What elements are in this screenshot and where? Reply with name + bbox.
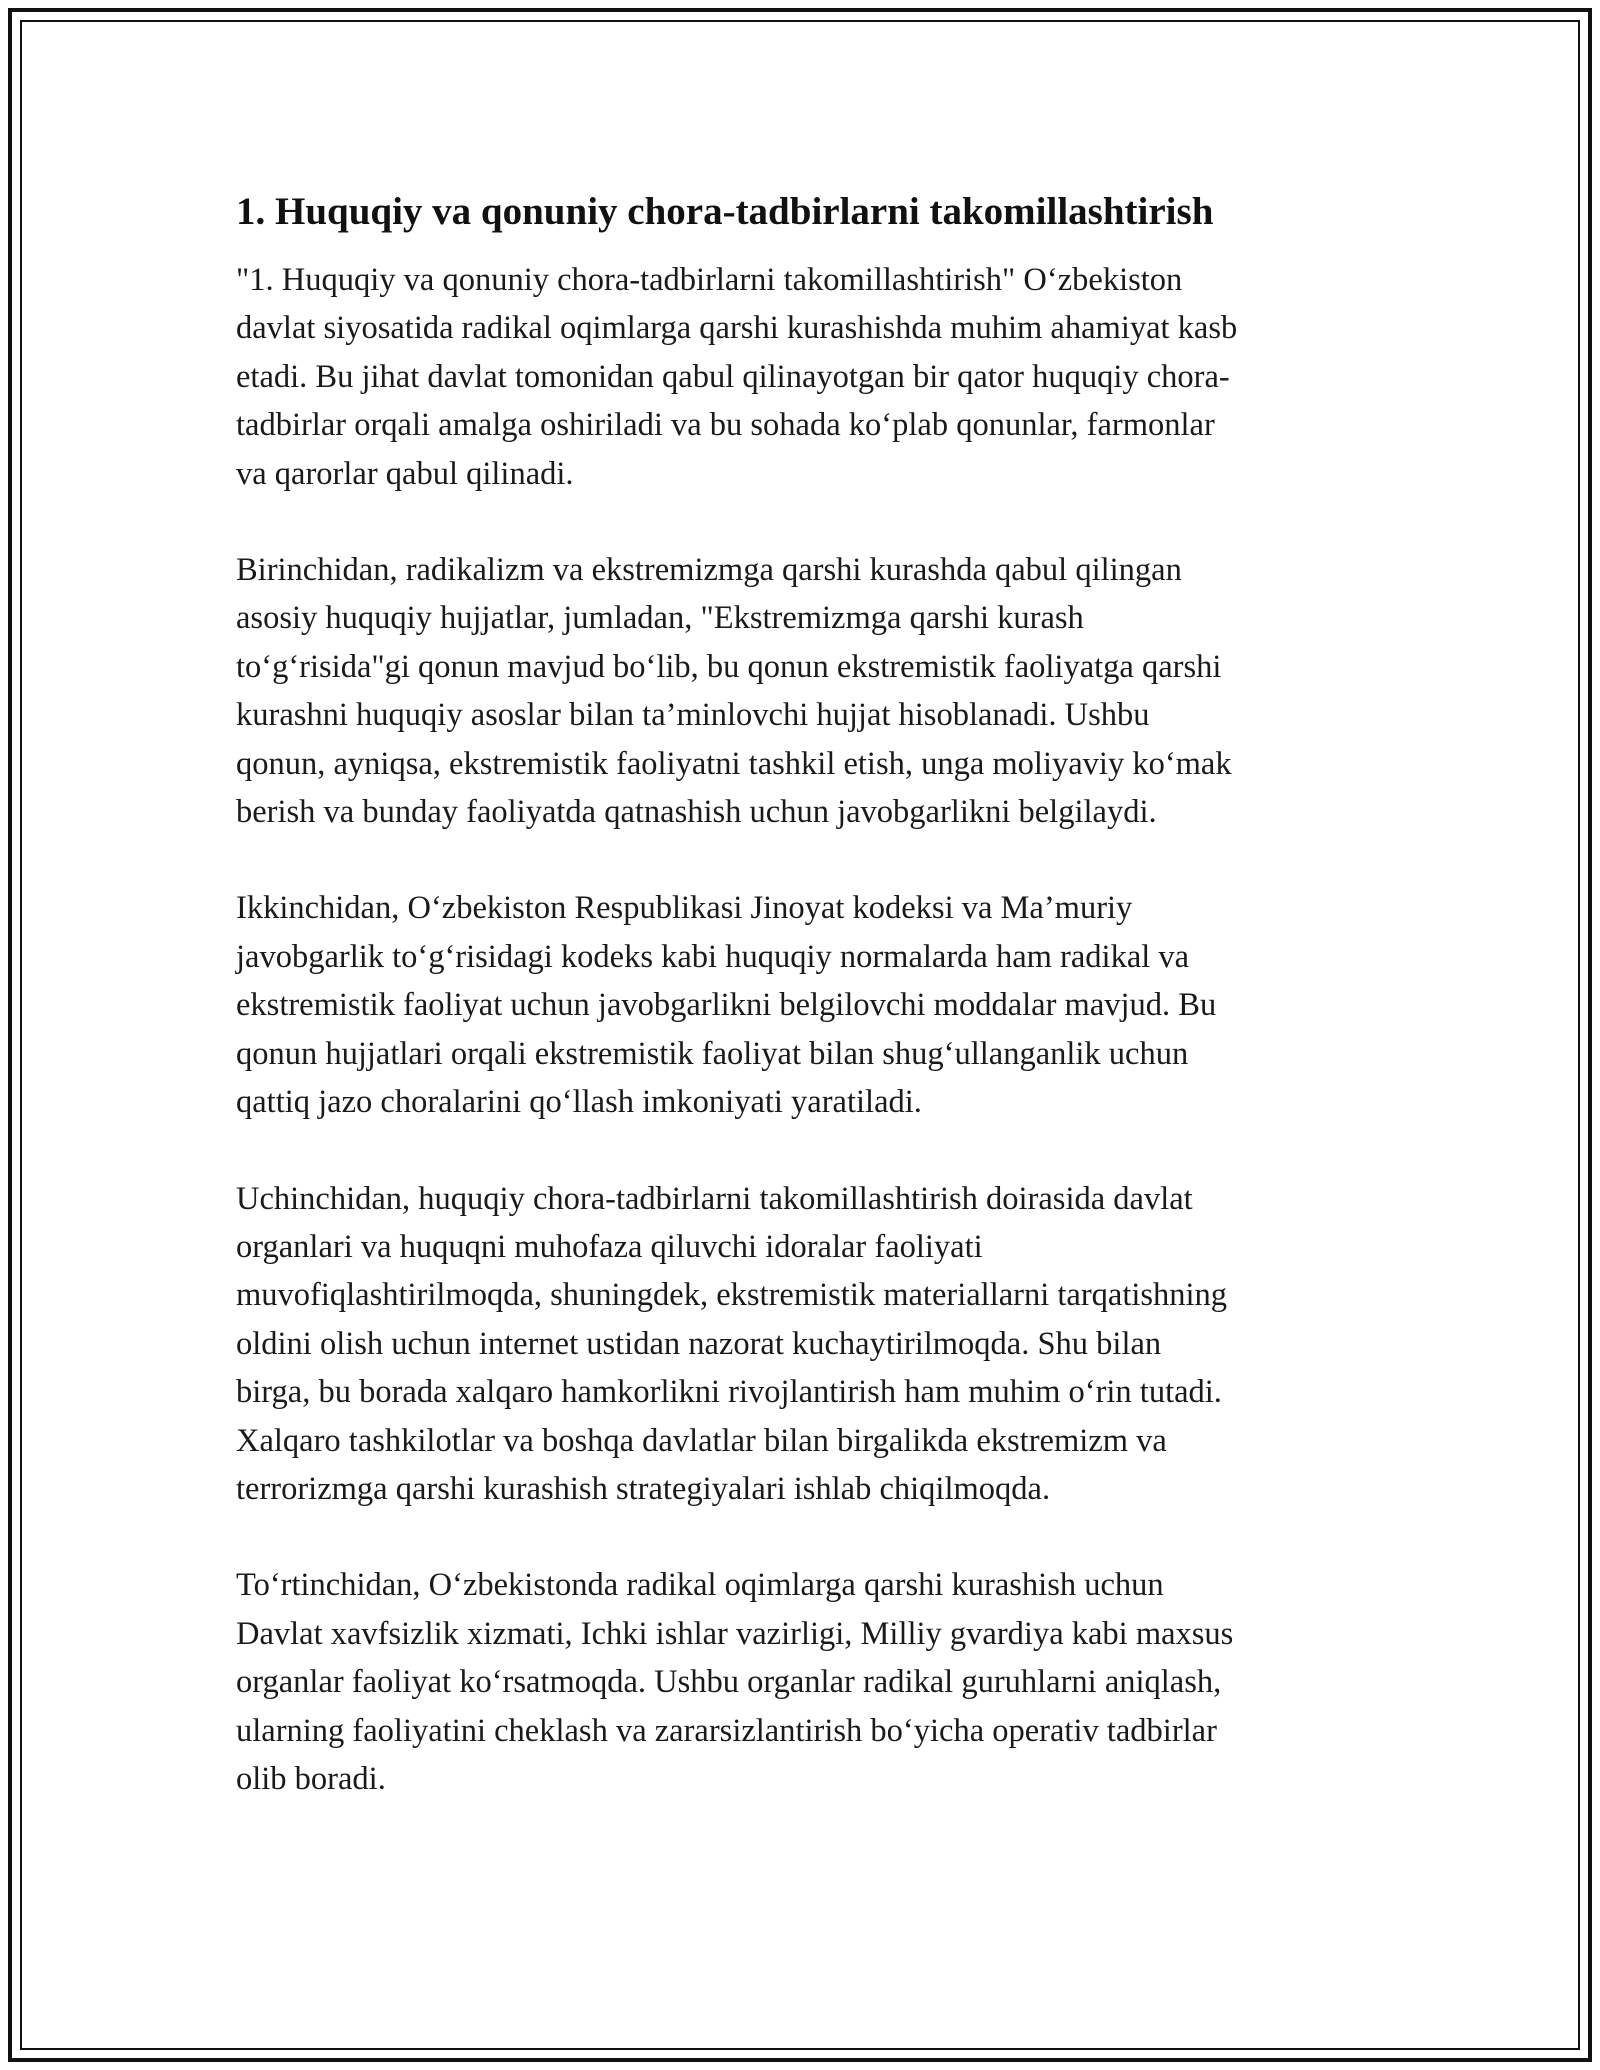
text-line: olib boradi. bbox=[236, 1760, 386, 1797]
document-body bbox=[236, 186, 1376, 1851]
text-line: Uchinchidan, huquqiy chora-tadbirlarni takomillashtirish doirasida davlat bbox=[236, 1180, 1193, 1217]
body-paragraph bbox=[236, 256, 1376, 498]
section-heading: 1. Huquqiy va qonuniy chora-tadbirlarni takomillashtirish bbox=[236, 190, 1214, 233]
text-line: organlar faoliyat ko‘rsatmoqda. Ushbu organlar radikal guruhlarni aniqlash, bbox=[236, 1664, 1222, 1701]
text-line: ularning faoliyatini cheklash va zararsizlantirish bo‘yicha operativ tadbirlar bbox=[236, 1712, 1217, 1749]
text-line: qonun, ayniqsa, ekstremistik faoliyatni tashkil etish, unga moliyaviy ko‘mak bbox=[236, 745, 1232, 782]
text-line: berish va bunday faoliyatda qatnashish uchun javobgarlikni belgilaydi. bbox=[236, 794, 1157, 831]
text-line: va qarorlar qabul qilinadi. bbox=[236, 455, 574, 492]
text-line: asosiy huquqiy hujjatlar, jumladan, "Ekstremizmga qarshi kurash bbox=[236, 600, 1084, 637]
text-line: javobgarlik to‘g‘risidagi kodeks kabi huquqiy normalarda ham radikal va bbox=[236, 938, 1190, 975]
text-line: davlat siyosatida radikal oqimlarga qarshi kurashishda muhim ahamiyat kasb bbox=[236, 310, 1238, 347]
text-line: tadbirlar orqali amalga oshiriladi va bu sohada ko‘plab qonunlar, farmonlar bbox=[236, 407, 1215, 444]
text-line: Xalqaro tashkilotlar va boshqa davlatlar bilan birgalikda ekstremizm va bbox=[236, 1422, 1167, 1459]
text-line: To‘rtinchidan, O‘zbekistonda radikal oqimlarga qarshi kurashish uchun bbox=[236, 1567, 1164, 1604]
body-paragraph bbox=[236, 546, 1376, 836]
text-line: oldini olish uchun internet ustidan nazorat kuchaytirilmoqda. Shu bilan bbox=[236, 1325, 1162, 1362]
paragraph-list bbox=[236, 256, 1376, 1803]
text-line: Birinchidan, radikalizm va ekstremizmga qarshi kurashda qabul qilingan bbox=[236, 552, 1182, 589]
body-paragraph bbox=[236, 1175, 1376, 1514]
text-line: ekstremistik faoliyat uchun javobgarlikni belgilovchi moddalar mavjud. Bu bbox=[236, 987, 1217, 1024]
body-paragraph bbox=[236, 1561, 1376, 1803]
body-paragraph bbox=[236, 884, 1376, 1126]
text-line: qattiq jazo choralarini qo‘llash imkoniyati yaratiladi. bbox=[236, 1084, 922, 1121]
text-line: terrorizmga qarshi kurashish strategiyalari ishlab chiqilmoqda. bbox=[236, 1470, 1051, 1507]
text-line: to‘g‘risida"gi qonun mavjud bo‘lib, bu qonun ekstremistik faoliyatga qarshi bbox=[236, 648, 1222, 685]
text-line: organlari va huquqni muhofaza qiluvchi idoralar faoliyati bbox=[236, 1228, 983, 1265]
text-line: etadi. Bu jihat davlat tomonidan qabul qilinayotgan bir qator huquqiy chora- bbox=[236, 358, 1230, 395]
text-line: Davlat xavfsizlik xizmati, Ichki ishlar vazirligi, Milliy gvardiya kabi maxsus bbox=[236, 1615, 1234, 1652]
text-line: "1. Huquqiy va qonuniy chora-tadbirlarni takomillashtirish" O‘zbekiston bbox=[236, 262, 1183, 298]
text-line: Ikkinchidan, O‘zbekiston Respublikasi Jinoyat kodeksi va Ma’muriy bbox=[236, 890, 1133, 927]
text-line: kurashni huquqiy asoslar bilan ta’minlovchi hujjat hisoblanadi. Ushbu bbox=[236, 697, 1150, 734]
text-line: muvofiqlashtirilmoqda, shuningdek, ekstremistik materiallarni tarqatishning bbox=[236, 1277, 1228, 1314]
text-line: birga, bu borada xalqaro hamkorlikni rivojlantirish ham muhim o‘rin tutadi. bbox=[236, 1374, 1222, 1411]
text-line: qonun hujjatlari orqali ekstremistik faoliyat bilan shug‘ullanganlik uchun bbox=[236, 1035, 1189, 1072]
